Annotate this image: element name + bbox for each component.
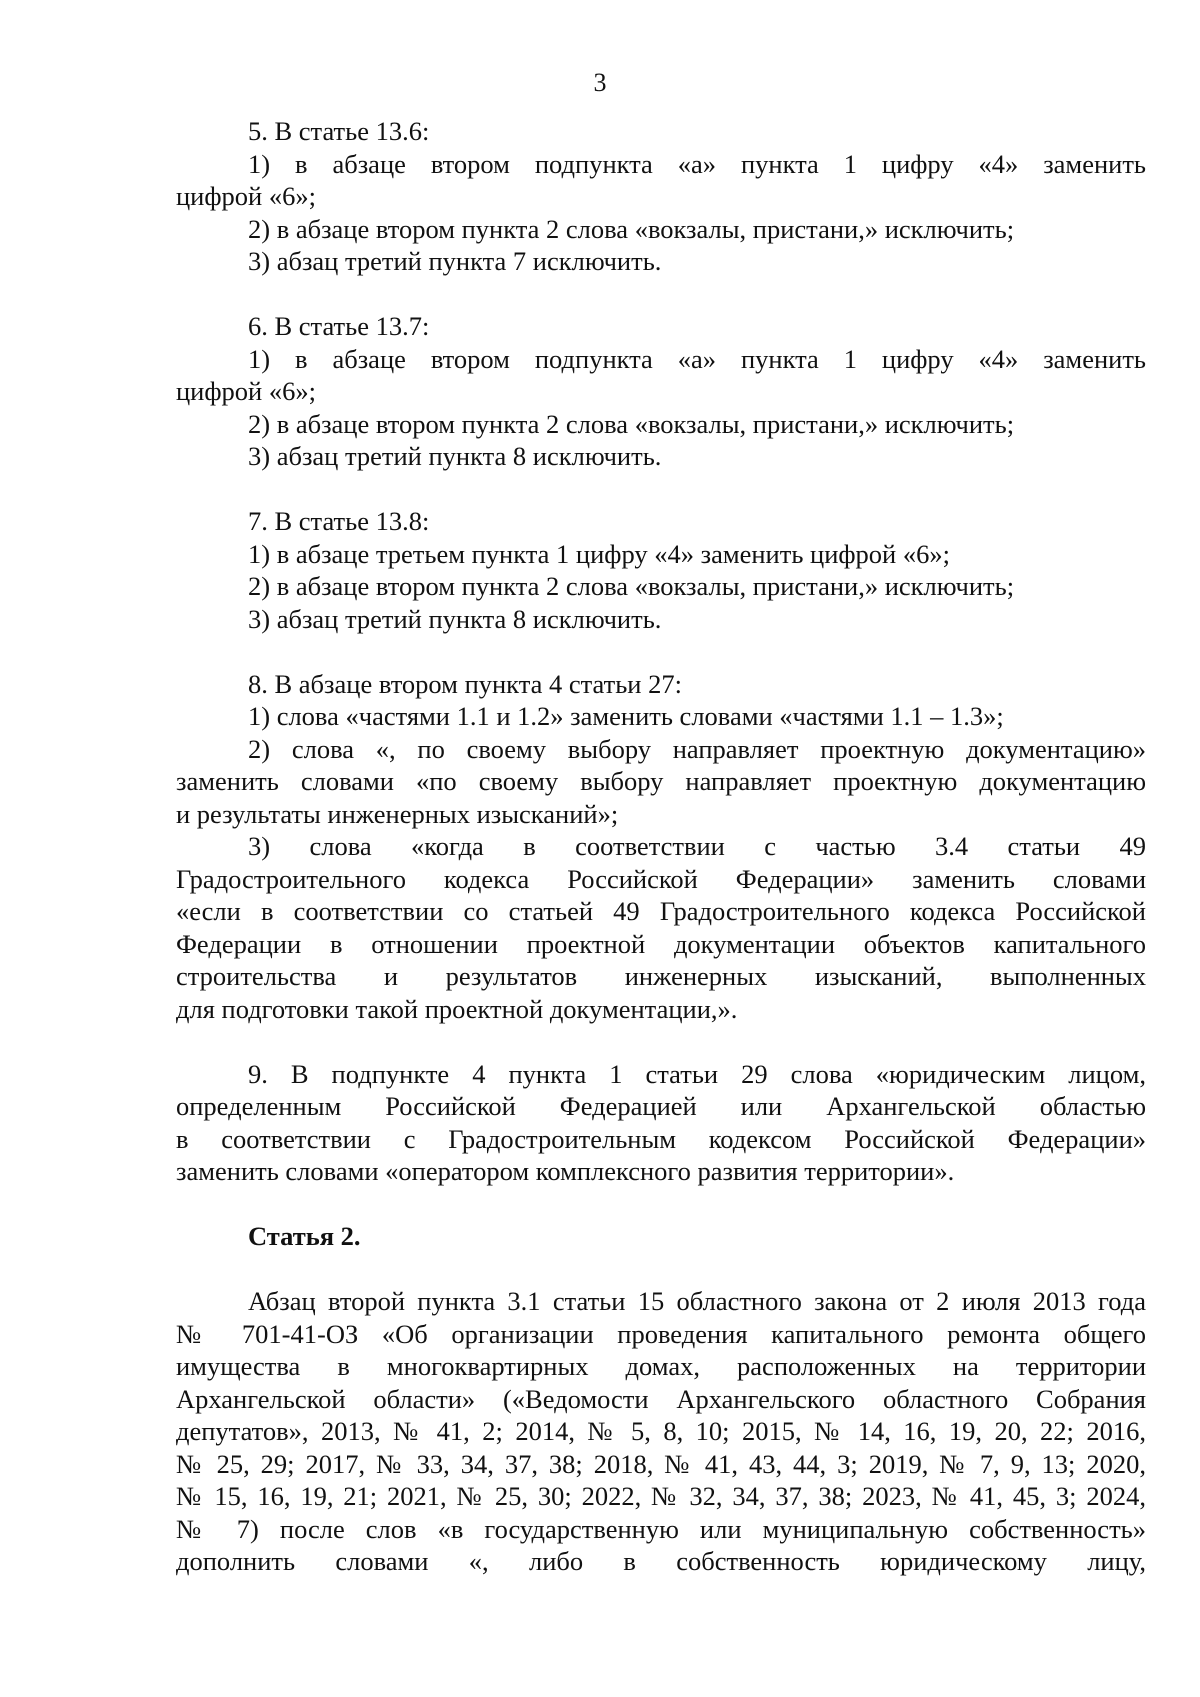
section-5-item-1-line-2: цифрой «6»;: [176, 181, 316, 211]
section-8-item-2-line-1: 2) слова «, по своему выбору направляет проектную документацию»: [248, 733, 1146, 764]
section-5-heading: 5. В статье 13.6:: [248, 116, 430, 146]
section-8-item-2-line-3: и результаты инженерных изысканий»;: [176, 798, 619, 829]
article-2-paragraph-line-7: № 15, 16, 19, 21; 2021, № 25, 30; 2022, № 32, 34, 37, 38; 2023, № 41, 45, 3; 2024,: [176, 1481, 1146, 1511]
article-2-paragraph-line-3: имущества в многоквартирных домах, расположенных на территории: [176, 1351, 1146, 1381]
section-6-item-1-line-2: цифрой «6»;: [176, 376, 316, 406]
section-9-line-4: заменить словами «оператором комплексного развития территории».: [176, 1156, 955, 1186]
section-9-line-1: 9. В подпункте 4 пункта 1 статьи 29 слова «юридическим лицом,: [248, 1058, 1146, 1089]
section-8-item-3-line-5: строительства и результатов инженерных изысканий, выполненных: [176, 961, 1146, 991]
document-body: [176, 115, 1146, 1578]
article-2-paragraph-line-9: дополнить словами «, либо в собственность юридическому лицу,: [176, 1546, 1146, 1576]
paragraph-spacer: [176, 1253, 1146, 1286]
section-6-item-2: 2) в абзаце втором пункта 2 слова «вокзалы, пристани,» исключить;: [248, 408, 1015, 439]
section-8-item-3-line-4: Федерации в отношении проектной документации объектов капитального: [176, 928, 1146, 959]
section-7-item-3: 3) абзац третий пункта 8 исключить.: [248, 603, 662, 634]
section-7-item-1: 1) в абзаце третьем пункта 1 цифру «4» заменить цифрой «6»;: [248, 538, 950, 569]
section-5-item-3: 3) абзац третий пункта 7 исключить.: [248, 246, 662, 276]
article-2-paragraph-line-5: депутатов», 2013, № 41, 2; 2014, № 5, 8, 10; 2015, № 14, 16, 19, 20, 22; 2016,: [176, 1416, 1146, 1446]
paragraph-spacer: [176, 635, 1146, 668]
section-8-item-3-line-6: для подготовки такой проектной документации,».: [176, 993, 738, 1024]
section-8-item-3-line-3: «если в соответствии со статьей 49 Градостроительного кодекса Российской: [176, 896, 1146, 926]
page-number: 3: [593, 68, 607, 97]
article-2-paragraph-line-2: № 701-41-ОЗ «Об организации проведения капитального ремонта общего: [176, 1318, 1146, 1349]
section-5-item-2: 2) в абзаце втором пункта 2 слова «вокзалы, пристани,» исключить;: [248, 213, 1015, 244]
paragraph-spacer: [176, 1025, 1146, 1058]
article-2-heading: Статья 2.: [248, 1221, 361, 1251]
section-6-item-3: 3) абзац третий пункта 8 исключить.: [248, 441, 662, 471]
section-9-line-2: определенным Российской Федерацией или Архангельской областью: [176, 1091, 1146, 1121]
section-8-item-1: 1) слова «частями 1.1 и 1.2» заменить словами «частями 1.1 – 1.3»;: [248, 701, 1004, 731]
section-8-item-3-line-2: Градостроительного кодекса Российской Федерации» заменить словами: [176, 863, 1146, 894]
section-7-heading: 7. В статье 13.8:: [248, 506, 430, 536]
article-2-paragraph-line-8: № 7) после слов «в государственную или муниципальную собственность»: [176, 1513, 1146, 1544]
section-6-item-1-line-1: 1) в абзаце втором подпункта «а» пункта 1 цифру «4» заменить: [248, 343, 1146, 374]
article-2-paragraph-line-1: Абзац второй пункта 3.1 статьи 15 областного закона от 2 июля 2013 года: [248, 1286, 1146, 1316]
article-2-paragraph-line-4: Архангельской области» («Ведомости Архангельского областного Собрания: [176, 1383, 1146, 1414]
paragraph-spacer: [176, 1188, 1146, 1221]
section-8-item-2-line-2: заменить словами «по своему выбору направляет проектную документацию: [176, 766, 1146, 796]
section-5-item-1-line-1: 1) в абзаце втором подпункта «а» пункта 1 цифру «4» заменить: [248, 148, 1146, 179]
paragraph-spacer: [176, 473, 1146, 506]
section-6-heading: 6. В статье 13.7:: [248, 311, 430, 341]
paragraph-spacer: [176, 278, 1146, 311]
section-9-line-3: в соответствии с Градостроительным кодексом Российской Федерации»: [176, 1123, 1146, 1154]
section-7-item-2: 2) в абзаце втором пункта 2 слова «вокзалы, пристани,» исключить;: [248, 571, 1015, 601]
section-8-heading: 8. В абзаце втором пункта 4 статьи 27:: [248, 668, 682, 699]
article-2-paragraph-line-6: № 25, 29; 2017, № 33, 34, 37, 38; 2018, № 41, 43, 44, 3; 2019, № 7, 9, 13; 2020,: [176, 1448, 1146, 1479]
section-8-item-3-line-1: 3) слова «когда в соответствии с частью 3.4 статьи 49: [248, 831, 1146, 861]
